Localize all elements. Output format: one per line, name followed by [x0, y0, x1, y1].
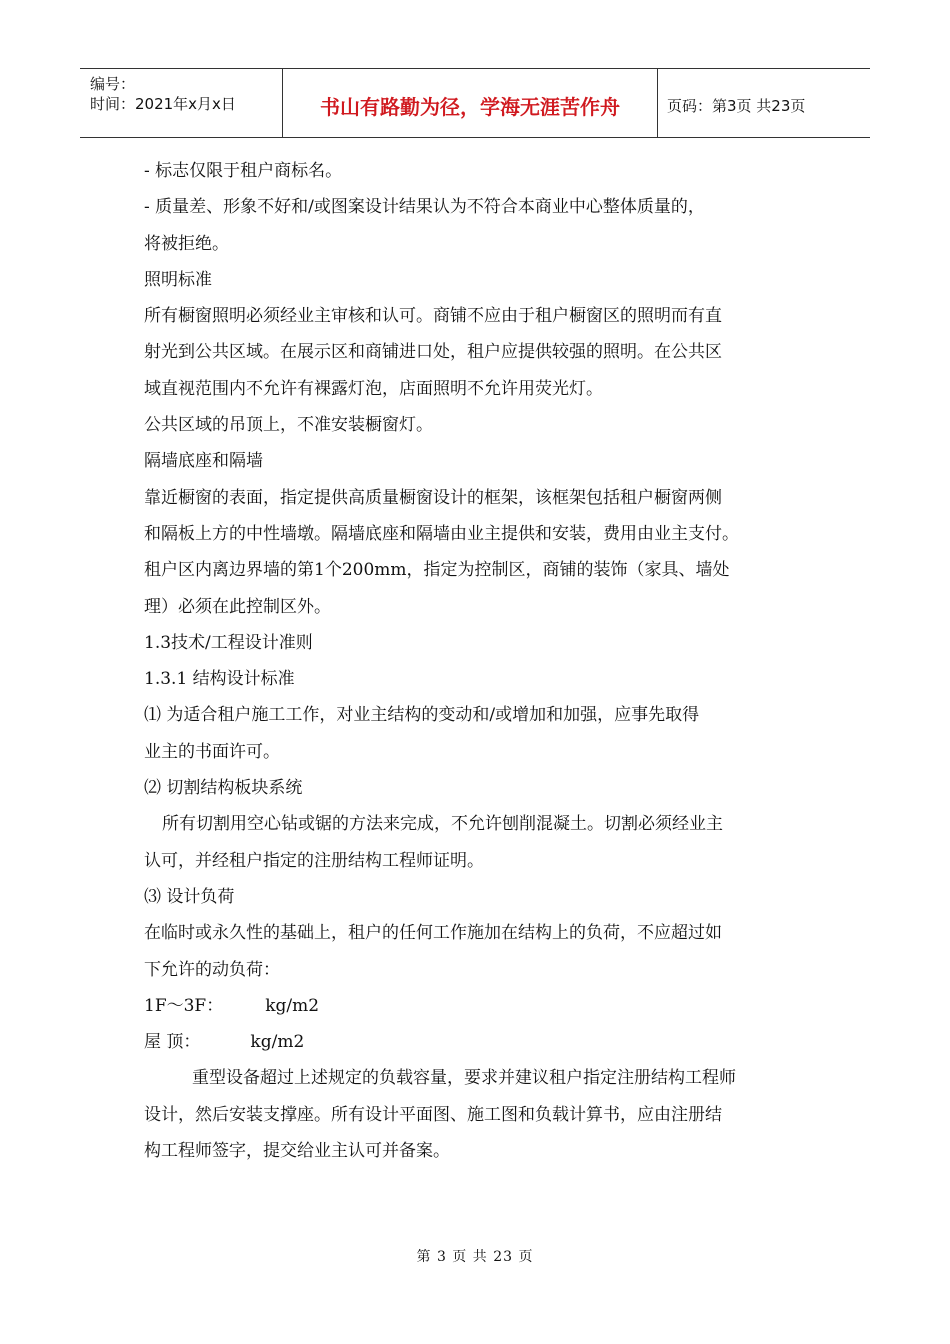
paragraph-line: 和隔板上方的中性墙墩。隔墙底座和隔墙由业主提供和安装，费用由业主支付。: [144, 523, 739, 544]
load-row-label: 1F～3F：: [144, 995, 224, 1016]
header-right-cell: [657, 69, 870, 137]
bullet-line: - 质量差、形象不好和/或图案设计结果认为不符合本商业中心整体质量的，: [144, 197, 705, 218]
numbered-item: ⑵ 切割结构板块系统: [144, 778, 303, 799]
bullet-line: - 标志仅限于租户商标名。: [144, 161, 343, 181]
paragraph-line: 租户区内离边界墙的第1个200mm，指定为控制区，商铺的装饰（家具、墙处: [144, 560, 730, 581]
document-body: [144, 153, 804, 1169]
header-left-cell: [80, 69, 282, 137]
load-row-unit: kg/m2: [250, 1032, 305, 1053]
paragraph-line: 设计，然后安装支撑座。所有设计平面图、施工图和负载计算书，应由注册结: [144, 1104, 722, 1125]
page-header: [80, 68, 870, 138]
load-row-floors: [144, 988, 804, 1024]
section-heading: 照明标准: [144, 269, 212, 290]
paragraph-line: 构工程师签字，提交给业主认可并备案。: [144, 1141, 450, 1162]
numbered-item: ⑶ 设计负荷: [144, 886, 235, 907]
numbered-item: ⑴ 为适合租户施工工作，对业主结构的变动和/或增加和加强，应事先取得: [144, 705, 700, 726]
load-row-roof: [144, 1024, 804, 1060]
section-heading: 隔墙底座和隔墙: [144, 451, 263, 472]
paragraph-line: 理）必须在此控制区外。: [144, 596, 331, 617]
paragraph-line: 认可，并经租户指定的注册结构工程师证明。: [144, 850, 484, 871]
section-heading: 1.3技术/工程设计准则: [144, 632, 313, 653]
paragraph-line: 业主的书面许可。: [144, 741, 280, 762]
load-row-unit: kg/m2: [265, 995, 320, 1016]
header-page-code: 页码：第3页 共23页: [667, 97, 806, 115]
paragraph-line: 射光到公共区域。在展示区和商铺进口处，租户应提供较强的照明。在公共区: [144, 342, 722, 363]
page-footer: 第 3 页 共 23 页: [416, 1249, 534, 1265]
paragraph-line: 公共区域的吊顶上，不准安装橱窗灯。: [144, 415, 433, 436]
paragraph-line: 重型设备超过上述规定的负载容量，要求并建议租户指定注册结构工程师: [192, 1068, 736, 1089]
paragraph-line: 域直视范围内不允许有裸露灯泡，店面照明不允许用荧光灯。: [144, 378, 603, 399]
paragraph-line: 靠近橱窗的表面，指定提供高质量橱窗设计的框架，该框架包括租户橱窗两侧: [144, 487, 722, 508]
doc-number-label: 编号：: [90, 75, 136, 93]
load-row-label: 屋 顶：: [144, 1032, 201, 1053]
paragraph-line: 所有橱窗照明必须经业主审核和认可。商铺不应由于租户橱窗区的照明而有直: [144, 306, 722, 327]
paragraph-line: 所有切割用空心钻或锯的方法来完成，不允许刨削混凝土。切割必须经业主: [162, 814, 723, 835]
header-motto: 书山有路勤为径，学海无涯苦作舟: [320, 95, 620, 119]
paragraph-line: 将被拒绝。: [144, 233, 229, 254]
paragraph-line: 在临时或永久性的基础上，租户的任何工作施加在结构上的负荷，不应超过如: [144, 923, 722, 944]
subsection-heading: 1.3.1 结构设计标准: [144, 669, 295, 690]
header-middle-cell: [282, 69, 658, 137]
doc-date: 时间：2021年x月x日: [90, 95, 236, 113]
paragraph-line: 下允许的动负荷：: [144, 959, 280, 980]
